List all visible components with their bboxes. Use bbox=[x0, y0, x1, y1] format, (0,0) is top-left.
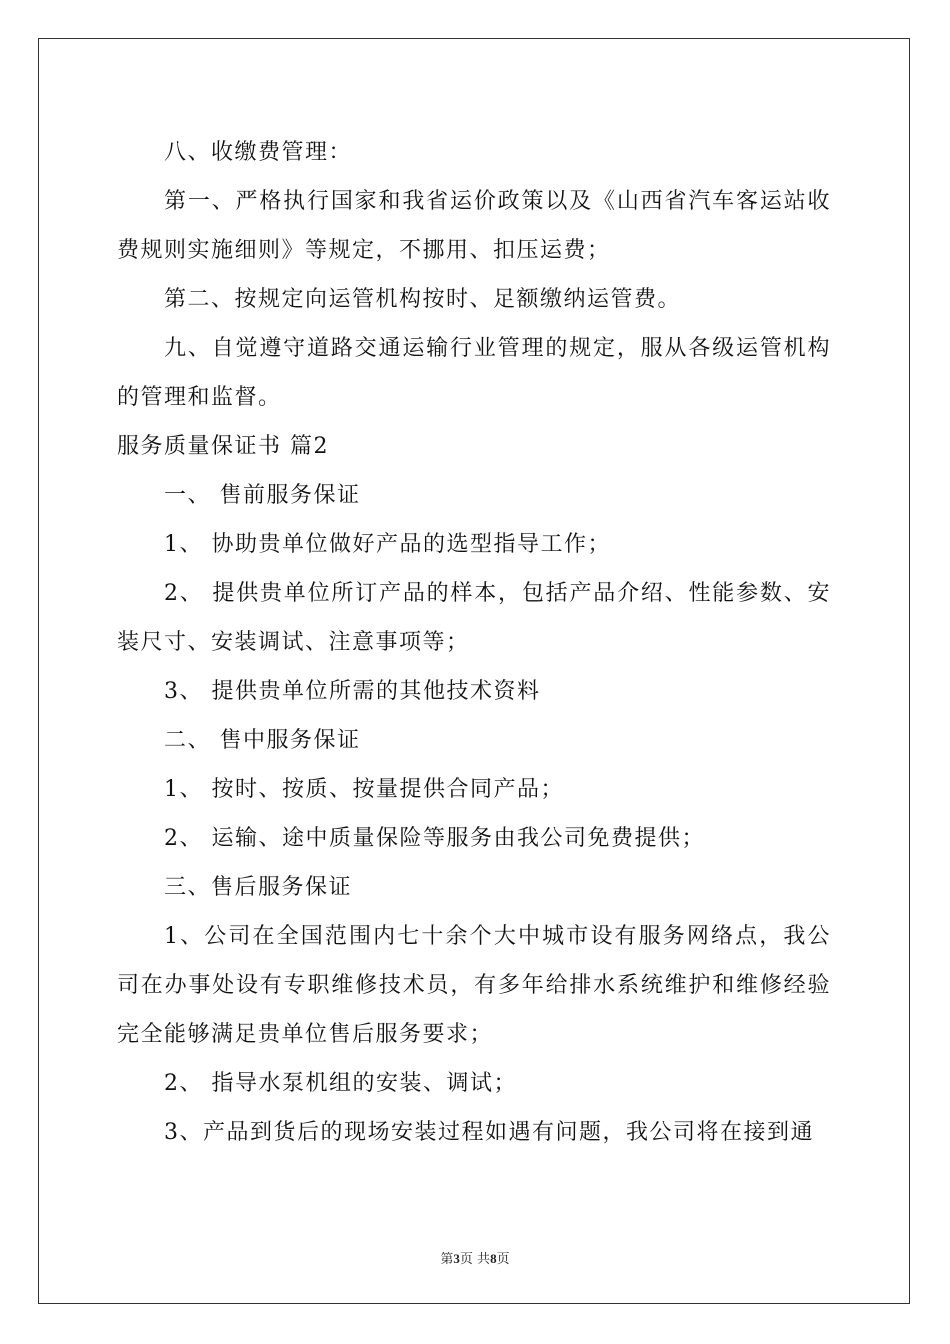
page-number-footer bbox=[0, 1248, 950, 1267]
paragraph: 第二、按规定向运管机构按时、足额缴纳运管费。 bbox=[164, 287, 682, 312]
paragraph: 3、产品到货后的现场安装过程如遇有问题，我公司将在接到通 bbox=[164, 1120, 814, 1145]
paragraph: 3、 提供贵单位所需的其他技术资料 bbox=[164, 679, 541, 704]
paragraph: 1、公司在全国范围内七十余个大中城市设有服务网络点，我公司在办事处设有专职维修技术员，有多年给排水系统维护和维修经验完全能够满足贵单位售后服务要求； bbox=[117, 924, 831, 1047]
paragraph: 第一、严格执行国家和我省运价政策以及《山西省汽车客运站收费规则实施细则》等规定，不挪用、扣压运费； bbox=[117, 189, 831, 263]
page-prefix: 第 bbox=[440, 1252, 454, 1267]
paragraph: 一、 售前服务保证 bbox=[164, 483, 361, 508]
paragraph: 2、 指导水泵机组的安装、调试； bbox=[164, 1071, 517, 1096]
paragraph: 2、 提供贵单位所订产品的样本，包括产品介绍、性能参数、安装尺寸、安装调试、注意事项等； bbox=[117, 581, 831, 655]
total-page-number: 8 bbox=[490, 1251, 497, 1266]
section-heading: 服务质量保证书 篇2 bbox=[117, 434, 329, 459]
paragraph: 八、收缴费管理： bbox=[164, 140, 353, 165]
paragraph: 三、售后服务保证 bbox=[164, 875, 353, 900]
page-suffix: 页 bbox=[496, 1252, 510, 1267]
paragraph: 1、 协助贵单位做好产品的选型指导工作； bbox=[164, 532, 611, 557]
paragraph: 2、 运输、途中质量保险等服务由我公司免费提供； bbox=[164, 826, 705, 851]
document-body bbox=[117, 128, 831, 1157]
paragraph: 1、 按时、按质、按量提供合同产品； bbox=[164, 777, 564, 802]
paragraph: 九、自觉遵守道路交通运输行业管理的规定，服从各级运管机构的管理和监督。 bbox=[117, 336, 831, 410]
current-page-number: 3 bbox=[453, 1251, 460, 1266]
page-mid: 页 共 bbox=[459, 1252, 491, 1267]
paragraph: 二、 售中服务保证 bbox=[164, 728, 361, 753]
